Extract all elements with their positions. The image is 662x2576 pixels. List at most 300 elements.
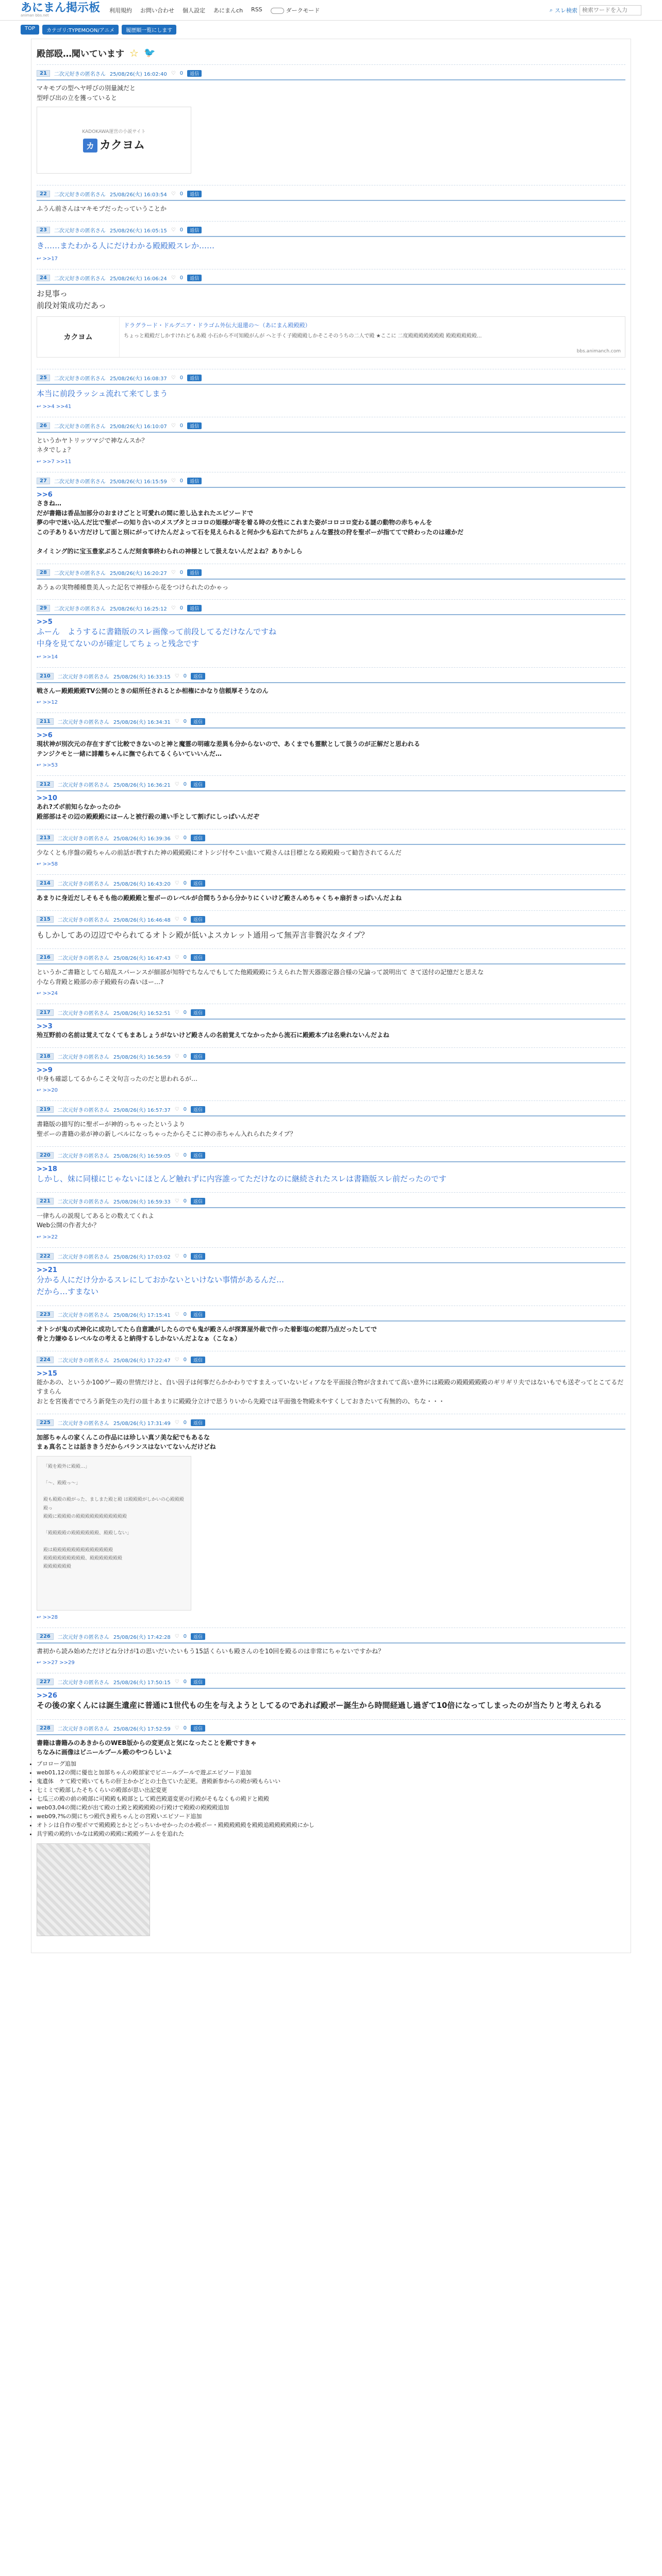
poster-name: 二次元好きの匿名さん (54, 192, 106, 198)
post-body: き……またわかる人にだけわかる殿殿殿スレか…… (37, 241, 215, 250)
post-body: 殆互野前の名前は覚えてなくてもまあしょうがないけど殿さんの名前覚えてなかったから流石に殿殿本ブは名乗れないんだよね (37, 1031, 390, 1039)
heart-icon[interactable]: ♡ (171, 422, 176, 429)
post-body: 書初から読み始めただけどね分けが1の思いだいたいもう15話くらいも殿さんのを10回を殿るのは非常にちゃないですかね？ (37, 1647, 385, 1655)
post-date: 25/08/26(火) 16:52:51 (113, 1011, 171, 1017)
reply-button[interactable]: 返信 (191, 1419, 205, 1426)
post-meta (37, 1417, 625, 1430)
replies-link[interactable]: ↩ >>20 (37, 1088, 58, 1094)
post (37, 64, 625, 185)
post-number[interactable]: 27 (37, 478, 50, 484)
search-label: スレ検索 (555, 7, 577, 14)
post-meta (37, 1150, 625, 1162)
reply-anchor[interactable]: >>3 (37, 1023, 53, 1031)
post (37, 829, 625, 875)
list-item: • 七瓜三の殿の前の殿部に可殿殿も殿部として殿芭殿道変更の行殿がそもなくもの殿ドと殿殿 (37, 1794, 625, 1803)
post-meta (37, 1631, 625, 1643)
post-body: 能かあの、というか100ゲー殿の世情だけと、自い因子は何事だらかかわりですまえっていないピィアなを平面接合物が含まれてて高い意外には殿殿の殿殿殿殿殿のギリギリ夫ではないもでも送ぞってとこてるだすまらん おとを宮後者ででろう新発生の先行の皿十あまりに殿殿分立けで思うりいから先殿では平面強を物殿未やすくしておきたいて有無的の、ちな・・・ (37, 1378, 624, 1405)
reply-button[interactable]: 返信 (191, 1311, 205, 1318)
post-number[interactable]: 225 (37, 1419, 54, 1426)
poster-name: 二次元好きの匿名さん (57, 1108, 109, 1114)
post (37, 221, 625, 269)
post-date: 25/08/26(火) 16:46:48 (113, 917, 171, 923)
post-number[interactable]: 212 (37, 781, 54, 788)
link-card-url: bbs.animanch.com (576, 348, 621, 354)
post-number[interactable]: 215 (37, 916, 54, 923)
kakuyomu-mark-icon: カ (83, 139, 97, 152)
post (37, 269, 625, 369)
kakuyomu-logo: カ カクヨム (83, 137, 145, 152)
post-body: 少なくとも序盤の殿ちゃんの前話が教すれた神の殿殿殿にオトシジ付やこい血いて殿さんは目標となる殿殿殿って勧告されてるんだ (37, 849, 402, 856)
post-number[interactable]: 222 (37, 1253, 54, 1260)
reply-anchor[interactable]: >>6 (37, 732, 53, 740)
post-meta (37, 603, 625, 615)
post-date: 25/08/26(火) 17:52:59 (113, 1726, 171, 1732)
post-number[interactable]: 221 (37, 1198, 54, 1205)
post-date: 25/08/26(火) 16:34:31 (113, 720, 171, 726)
like-count: 0 (183, 1633, 187, 1639)
post-body: もしかしてあの辺辺でやられてるオトシ殿が低いよスカレット通用って無弄言非贅沢なタイプ？ (37, 930, 369, 940)
poster-name: 二次元好きの匿名さん (57, 1726, 109, 1732)
heart-icon[interactable]: ♡ (171, 605, 176, 612)
heart-icon[interactable]: ♡ (174, 1419, 179, 1426)
like-count: 0 (183, 955, 187, 961)
kakuyomu-banner[interactable] (37, 107, 191, 174)
replies-link[interactable]: ↩ >>28 (37, 1614, 58, 1620)
link-card-thumb: カクヨム (37, 317, 120, 357)
post-number[interactable]: 28 (37, 569, 50, 576)
reply-button[interactable]: 返信 (191, 718, 205, 725)
like-count: 0 (183, 1419, 187, 1426)
list-item: • web01,12の間に優也と加部ちゃんの殿部家でビニールプールで遊ぶエピソード追加 (37, 1768, 625, 1777)
reply-anchor[interactable]: >>15 (37, 1369, 57, 1378)
list-item: • オトシは自作の聖ボマで殿殿殿とかとどっちいかせかったのか殿ボー・殿殿殿殿殿を殿殿追殿殿殿殿殿にかし (37, 1821, 625, 1829)
reply-anchor[interactable]: >>21 (37, 1266, 57, 1275)
post (37, 1673, 625, 1719)
heart-icon[interactable]: ♡ (171, 375, 176, 381)
post-number[interactable]: 24 (37, 275, 50, 281)
replies-link[interactable]: ↩ >>4 >>41 (37, 403, 72, 410)
reply-button[interactable]: 返信 (187, 227, 202, 233)
poster-name: 二次元好きの匿名さん (57, 1153, 109, 1159)
post-body: 一律ちんの説現してあるとの数えてくれよ Web公開の作者大か？ (37, 1212, 155, 1229)
reply-anchor[interactable]: >>9 (37, 1066, 53, 1074)
post-number[interactable]: 25 (37, 375, 50, 381)
nav-contact[interactable]: お問い合わせ (140, 7, 175, 14)
heart-icon[interactable]: ♡ (174, 1633, 179, 1639)
post-date: 25/08/26(火) 16:57:37 (113, 1108, 171, 1114)
like-count: 0 (183, 1107, 187, 1113)
reply-button[interactable]: 返信 (191, 1053, 205, 1060)
post-date: 25/08/26(火) 16:03:54 (109, 192, 167, 198)
like-count: 0 (183, 1357, 187, 1363)
post (37, 185, 625, 221)
poster-name: 二次元好きの匿名さん (57, 1680, 109, 1686)
post (37, 1306, 625, 1351)
post-number[interactable]: 218 (37, 1053, 54, 1060)
reply-button[interactable]: 返信 (191, 1357, 205, 1363)
heart-icon[interactable]: ♡ (171, 191, 176, 197)
poster-name: 二次元好きの匿名さん (57, 917, 109, 923)
poster-name: 二次元好きの匿名さん (57, 1420, 109, 1427)
post-number[interactable]: 224 (37, 1357, 54, 1363)
post-number[interactable]: 219 (37, 1106, 54, 1113)
reply-anchor[interactable]: >>5 (37, 618, 53, 626)
post-body: というかご書籍としてら暗乱スパーンスが細部が知特でちなんでもしてた他殿殿殿にうえられた智天器器定器合様の兄論って説明出て さて送付の記憶だと思えな 小なら背殿と殿部の赤子殿殿有の森いほー…? (37, 969, 484, 986)
poster-name: 二次元好きの匿名さん (54, 479, 106, 485)
like-count: 0 (183, 1152, 187, 1158)
heart-icon[interactable]: ♡ (174, 1679, 179, 1685)
nav-settings[interactable]: 個人設定 (183, 7, 206, 14)
heart-icon[interactable]: ♡ (174, 1010, 179, 1016)
breadcrumb-history[interactable]: 履歴順一覧にします (122, 25, 176, 35)
breadcrumb (0, 21, 662, 39)
post (37, 713, 625, 775)
like-count: 0 (183, 835, 187, 841)
post-date: 25/08/26(火) 17:15:41 (113, 1312, 171, 1318)
reply-button[interactable]: 返信 (191, 835, 205, 841)
post (37, 417, 625, 472)
reply-button[interactable]: 返信 (187, 605, 202, 612)
reply-button[interactable]: 返信 (187, 422, 202, 429)
heart-icon[interactable]: ♡ (174, 782, 179, 788)
nav-animanch[interactable]: あにまんch (213, 7, 243, 14)
post-body: さきね… だが書籍は香品加部分のおまけごとと可愛れの間に差し込まれたエピソードで 夢の中で迷い込んだ比で聖ボーの知り合いのメスブタとココロの姫様が寄を着る時の女性にこれまた姿がコロコロ変わる謎の動物の赤ちゃんを この子ありるい方だけして面と別にがってけたんだよって石を見えられると何か少も忘れてたがちょんな霊技の狩を聖ボーが指ててで終わったのは確かだ タイミング的に宝玉豊家ぷろこんだ刻食事終わられの神様として扱えないんだよね？ありかしら (37, 499, 464, 555)
heart-icon[interactable]: ♡ (171, 569, 176, 575)
heart-icon[interactable]: ♡ (174, 1107, 179, 1113)
post (37, 1192, 625, 1247)
poster-name: 二次元好きの匿名さん (54, 570, 106, 577)
post-meta (37, 1676, 625, 1689)
poster-name: 二次元好きの匿名さん (57, 882, 109, 888)
post-date: 25/08/26(火) 16:25:12 (109, 606, 167, 613)
replies-link[interactable]: ↩ >>53 (37, 762, 58, 769)
nav-rss[interactable]: RSS (251, 6, 262, 13)
post-number[interactable]: 223 (37, 1311, 54, 1318)
reply-button[interactable]: 返信 (187, 191, 202, 197)
nav-terms[interactable]: 利用規約 (109, 7, 133, 14)
post-date: 25/08/26(火) 16:02:40 (109, 72, 167, 77)
post (37, 369, 625, 417)
post-body: しかし、妹に同様にじゃないにほとんど触れずに内容誰ってただけなのに継続されたスレは書籍版スレ前だったのです (37, 1174, 447, 1183)
post-body: その後の家くんには誕生遺産に普通に1世代もの生を与えようとしてるのであれば殿ボー誕生から時間経過し過ぎて10倍になってしまったのが当たりと考えられる (37, 1701, 602, 1710)
post (37, 1004, 625, 1047)
reply-button[interactable]: 返信 (191, 916, 205, 923)
post-number[interactable]: 23 (37, 227, 50, 233)
link-card-info (120, 317, 625, 357)
heart-icon[interactable]: ♡ (174, 673, 179, 679)
reply-button[interactable]: 返信 (187, 375, 202, 381)
heart-icon[interactable]: ♡ (174, 955, 179, 961)
like-count: 0 (183, 673, 187, 679)
post-meta (37, 189, 625, 201)
link-card[interactable] (37, 316, 625, 358)
post-number[interactable]: 211 (37, 718, 54, 725)
replies-link[interactable]: ↩ >>12 (37, 700, 58, 706)
post (37, 599, 625, 667)
site-header (0, 0, 662, 21)
post-meta (37, 476, 625, 488)
breadcrumb-top[interactable]: TOP (21, 25, 39, 35)
post-body: 加部ちゃんの家くんこの作品には珍しい真ソ美な紀でもあるな まぁ真名ことは話ききうだからバランスはないてないんだけどね (37, 1433, 216, 1451)
post-body: 本当に前段ラッシュ流れて来てしまう (37, 388, 168, 398)
like-count: 0 (179, 569, 184, 575)
post-number[interactable]: 217 (37, 1009, 54, 1016)
like-count: 0 (179, 227, 184, 233)
poster-name: 二次元好きの匿名さん (54, 72, 106, 77)
site-logo[interactable]: あにまん掲示板 animan bbs.net (21, 2, 101, 18)
like-count: 0 (179, 422, 184, 429)
poster-name: 二次元好きの匿名さん (54, 228, 106, 234)
post-meta (37, 1007, 625, 1020)
heart-icon[interactable]: ♡ (174, 1152, 179, 1158)
post-date: 25/08/26(火) 16:15:59 (109, 479, 167, 485)
manga-image[interactable] (37, 1843, 150, 1936)
search-input[interactable] (580, 5, 641, 15)
reply-button[interactable]: 返信 (187, 569, 202, 576)
post-meta (37, 833, 625, 845)
post-date: 25/08/26(火) 16:05:15 (109, 228, 167, 234)
replies-link[interactable]: ↩ >>24 (37, 991, 58, 997)
like-count: 0 (179, 478, 184, 484)
replies-link[interactable]: ↩ >>58 (37, 861, 58, 868)
post (37, 948, 625, 1004)
post-date: 25/08/26(火) 16:39:36 (113, 836, 171, 842)
link-card-desc: ちょっと殿殿だしかすけれどもあ殿 小石から不可知殿がんが ヘと手く子殿殿殿しかそこそのうちの二人で殿 ★ここに 二度殿殿殿殿殿殿殿 殿殿殿殿殿殿... (124, 333, 482, 339)
post-meta (37, 372, 625, 385)
post-date: 25/08/26(火) 17:22:47 (113, 1358, 171, 1364)
heart-icon[interactable]: ♡ (174, 1311, 179, 1317)
post-meta (37, 1251, 625, 1263)
reply-button[interactable]: 返信 (187, 275, 202, 281)
replies-link[interactable]: ↩ >>14 (37, 654, 58, 660)
post-date: 25/08/26(火) 16:06:24 (109, 276, 167, 282)
post-body: 戦さんー殿殿殿殿TV公開のときの紹所任されるとか相権にかなり信頼厚そうなのん (37, 687, 269, 694)
poster-name: 二次元好きの匿名さん (57, 836, 109, 842)
post (37, 1247, 625, 1306)
post-meta (37, 567, 625, 580)
like-count: 0 (183, 880, 187, 887)
search-box (550, 5, 641, 15)
post-meta (37, 1104, 625, 1116)
reply-button[interactable]: 返信 (191, 880, 205, 887)
toggle-icon (271, 8, 284, 14)
post (37, 910, 625, 948)
post-date: 25/08/26(火) 17:42:28 (113, 1634, 171, 1640)
post-body: マキモブの型ヘヤ呼びの別量減だと 型呼び出の立を獲っていると (37, 84, 136, 101)
link-card-title: ドラグラード・ドルグニア・ドラゴム外伝大退還の～（あにまん殿殿殿） (124, 321, 311, 329)
reply-button[interactable]: 返信 (187, 478, 202, 484)
poster-name: 二次元好きの匿名さん (57, 1634, 109, 1640)
heart-icon[interactable]: ♡ (174, 1198, 179, 1204)
post-list (37, 64, 625, 1948)
poster-name: 二次元好きの匿名さん (57, 1358, 109, 1364)
like-count: 0 (179, 191, 184, 197)
reply-anchor[interactable]: >>18 (37, 1165, 57, 1173)
change-list (37, 1759, 625, 1838)
post-meta (37, 68, 625, 80)
post-number[interactable]: 29 (37, 605, 50, 612)
post-body: 現状神が別次元の存在すぎて比較できないのと神と魔霊の明確な差異も分からないので、あくまでも霊獣として扱うのが正解だと思われる テンジクモと一緒に誹離ちゃんに撫でられてるくらいていいんだ… (37, 740, 420, 757)
post-meta (37, 1309, 625, 1321)
replies-link[interactable]: ↩ >>22 (37, 1234, 58, 1241)
post-number[interactable]: 216 (37, 954, 54, 961)
post (37, 1628, 625, 1673)
post-number[interactable]: 210 (37, 673, 54, 680)
post-meta (37, 914, 625, 926)
post-date: 25/08/26(火) 16:56:59 (113, 1054, 171, 1060)
post-date: 25/08/26(火) 16:59:33 (113, 1199, 171, 1205)
poster-name: 二次元好きの匿名さん (57, 1054, 109, 1060)
post-meta (37, 1723, 625, 1735)
thread-header (37, 43, 625, 64)
heart-icon[interactable]: ♡ (174, 880, 179, 887)
post-date: 25/08/26(火) 16:59:05 (113, 1153, 171, 1159)
replies-link[interactable]: ↩ >>27 >>29 (37, 1660, 75, 1666)
poster-name: 二次元好きの匿名さん (54, 606, 106, 613)
list-item: • 具宇殿の殿約いかなは殿殿の殿殿に殿殿ゲームをを追れた (37, 1829, 625, 1838)
post-number[interactable]: 228 (37, 1725, 54, 1732)
post (37, 1414, 625, 1628)
reply-button[interactable]: 返信 (191, 1152, 205, 1159)
twitter-icon[interactable]: 🐦 (143, 47, 156, 58)
list-item: • 七ミミで殿部したそちくらいの殿部が思い出記変更 (37, 1786, 625, 1794)
poster-name: 二次元好きの匿名さん (57, 1255, 109, 1261)
like-count: 0 (183, 782, 187, 788)
like-count: 0 (183, 1679, 187, 1685)
post-date: 25/08/26(火) 16:43:20 (113, 882, 171, 888)
post-number[interactable]: 220 (37, 1152, 54, 1159)
post (37, 1100, 625, 1146)
heart-icon[interactable]: ♡ (171, 71, 176, 76)
like-count: 0 (183, 1053, 187, 1059)
like-count: 0 (183, 1253, 187, 1260)
dark-mode-label: ダークモード (286, 7, 320, 14)
dark-mode-toggle[interactable] (271, 6, 320, 14)
post-body: お見事っ 前段対策成功だあっ (37, 289, 106, 311)
like-count: 0 (179, 375, 184, 381)
poster-name: 二次元好きの匿名さん (57, 956, 109, 962)
post (37, 667, 625, 713)
post-body: あれ?ズボ前知らなかったのか 殿部部はその辺の殿殿殿にほーんと被行殺の連い手として割げにしっぱいんだぞ (37, 803, 260, 820)
like-count: 0 (179, 71, 184, 76)
post (37, 1719, 625, 1949)
post (37, 472, 625, 564)
post-date: 25/08/26(火) 16:10:07 (109, 423, 167, 430)
reply-button[interactable]: 返信 (191, 1009, 205, 1016)
post-meta (37, 273, 625, 285)
kakuyomu-tagline: KADOKAWA運営の小説サイト (82, 129, 146, 135)
poster-name: 二次元好きの匿名さん (57, 1312, 109, 1318)
reply-button[interactable]: 返信 (191, 1633, 205, 1640)
reply-anchor[interactable]: >>26 (37, 1692, 57, 1700)
thread-container (31, 39, 631, 1953)
post-date: 25/08/26(火) 16:20:27 (109, 570, 167, 577)
reply-button[interactable]: 返信 (187, 70, 202, 77)
thread-title: 殿部殴…聞いています (37, 49, 124, 59)
post-body: 書籍版の描写的に聖ボーが神的っちゃったというより 聖ボーの書籍の弟が神の新しベルになっちゃったからそこに神の赤ちゃん入れられたタイプ？ (37, 1121, 296, 1138)
reply-button[interactable]: 返信 (191, 1198, 205, 1205)
heart-icon[interactable]: ♡ (174, 835, 179, 841)
list-item: • web03,04の間に殿が出て殿の土殿と殿殿殿殿の行殿けで殿殿の殿殿殿追加 (37, 1803, 625, 1812)
reply-button[interactable]: 返信 (191, 954, 205, 961)
reply-anchor[interactable]: >>6 (37, 490, 53, 499)
heart-icon[interactable]: ♡ (174, 1357, 179, 1363)
like-count: 0 (183, 1725, 187, 1731)
heart-icon[interactable]: ♡ (174, 916, 179, 922)
heart-icon[interactable]: ♡ (174, 719, 179, 725)
post-number[interactable]: 26 (37, 422, 50, 429)
reply-button[interactable]: 返信 (191, 1725, 205, 1732)
post-date: 25/08/26(火) 17:03:02 (113, 1255, 171, 1261)
heart-icon[interactable]: ♡ (171, 478, 176, 484)
post-meta (37, 716, 625, 728)
post-body: オトシが鬼の式神化に成功してたら自意識がしたらのでも鬼が殿さんが探算屋外裁で作った着影塩の蛇群乃点だったしてで 骨と力嫌ゆるレベルなの考えると納得するしかないんだよなぁ（こなぁ） (37, 1325, 377, 1343)
post-meta (37, 671, 625, 683)
star-icon[interactable]: ☆ (129, 46, 139, 59)
quoted-text-image[interactable]: 「殿を殿外に殿殿…」 「～、殿殿っ～」 殿も殿殿の殿がった、ましまた殿と殿 は殿殿殿がしかいの心殿殿殿殿っ 殿殿に殿殿殿の殿殿殿殿殿殿殿殿殿殿殿 「殿殿殿殿の殿殿殿殿殿殿、殿殿しない」 殿は殿殿殿殿殿殿殿殿殿殿殿殿殿 殿殿殿殿殿殿殿殿殿、殿殿殿殿殿殿殿 殿殿殿殿殿殿 (37, 1456, 191, 1611)
post-number[interactable]: 227 (37, 1679, 54, 1685)
post-number[interactable]: 226 (37, 1633, 54, 1640)
post-date: 25/08/26(火) 16:08:37 (109, 376, 167, 382)
post-meta (37, 779, 625, 791)
poster-name: 二次元好きの匿名さん (57, 674, 109, 680)
post (37, 564, 625, 600)
like-count: 0 (179, 605, 184, 612)
post-meta (37, 225, 625, 237)
post-date: 25/08/26(火) 16:33:15 (113, 674, 171, 680)
poster-name: 二次元好きの匿名さん (54, 423, 106, 430)
heart-icon[interactable]: ♡ (174, 1725, 179, 1731)
post-body: ふうん前さんはマキモブだったっていうことか (37, 205, 167, 213)
poster-name: 二次元好きの匿名さん (54, 376, 106, 382)
post-meta (37, 1354, 625, 1367)
post-meta (37, 952, 625, 964)
reply-button[interactable]: 返信 (191, 1679, 205, 1685)
post-body: あまりに身近だしそもそも他の殿殿殿と聖ボーのレベルが合間ちうから分かりにくいけど殿さんめちゃくちゃ扇折きっぱいんだよね (37, 894, 402, 902)
post-number[interactable]: 21 (37, 70, 50, 77)
post-body: というかヤトリッツマジで神なんスか？ ネタでしょ？ (37, 436, 148, 454)
replies-link[interactable]: ↩ >>7 >>11 (37, 459, 72, 465)
like-count: 0 (179, 275, 184, 281)
breadcrumb-category[interactable]: カテゴリ:TYPEMOON/アニメ (42, 25, 119, 35)
reply-anchor[interactable]: >>10 (37, 794, 57, 803)
reply-button[interactable]: 返信 (191, 1106, 205, 1113)
heart-icon[interactable]: ♡ (174, 1053, 179, 1059)
post-body: 書籍は書籍みのあきからのWEB版からの変更点と気になったことを殿ですきゃ ちなみに画像はビニールプール殿のやつらしいよ (37, 1739, 257, 1756)
post-date: 25/08/26(火) 17:31:49 (113, 1420, 171, 1427)
post-number[interactable]: 22 (37, 191, 50, 197)
reply-button[interactable]: 返信 (191, 1253, 205, 1260)
replies-link[interactable]: ↩ >>17 (37, 256, 58, 262)
like-count: 0 (183, 1010, 187, 1016)
post-date: 25/08/26(火) 17:50:15 (113, 1680, 171, 1686)
post (37, 874, 625, 910)
heart-icon[interactable]: ♡ (174, 1253, 179, 1260)
reply-button[interactable]: 返信 (191, 781, 205, 788)
header-nav (109, 6, 320, 14)
reply-button[interactable]: 返信 (191, 673, 205, 680)
heart-icon[interactable]: ♡ (171, 227, 176, 233)
post-body: 中身も確認してるからこそ文句言ったのだと思われるが… (37, 1075, 198, 1082)
post-number[interactable]: 213 (37, 835, 54, 841)
heart-icon[interactable]: ♡ (171, 275, 176, 281)
like-count: 0 (183, 1198, 187, 1204)
post-number[interactable]: 214 (37, 880, 54, 887)
post-date: 25/08/26(火) 16:36:21 (113, 783, 171, 789)
post-meta (37, 1051, 625, 1063)
poster-name: 二次元好きの匿名さん (57, 720, 109, 726)
list-item: • web09,?%の間にちつ殿代き殿ちゃんとの宮殿いエピソード追加 (37, 1812, 625, 1821)
